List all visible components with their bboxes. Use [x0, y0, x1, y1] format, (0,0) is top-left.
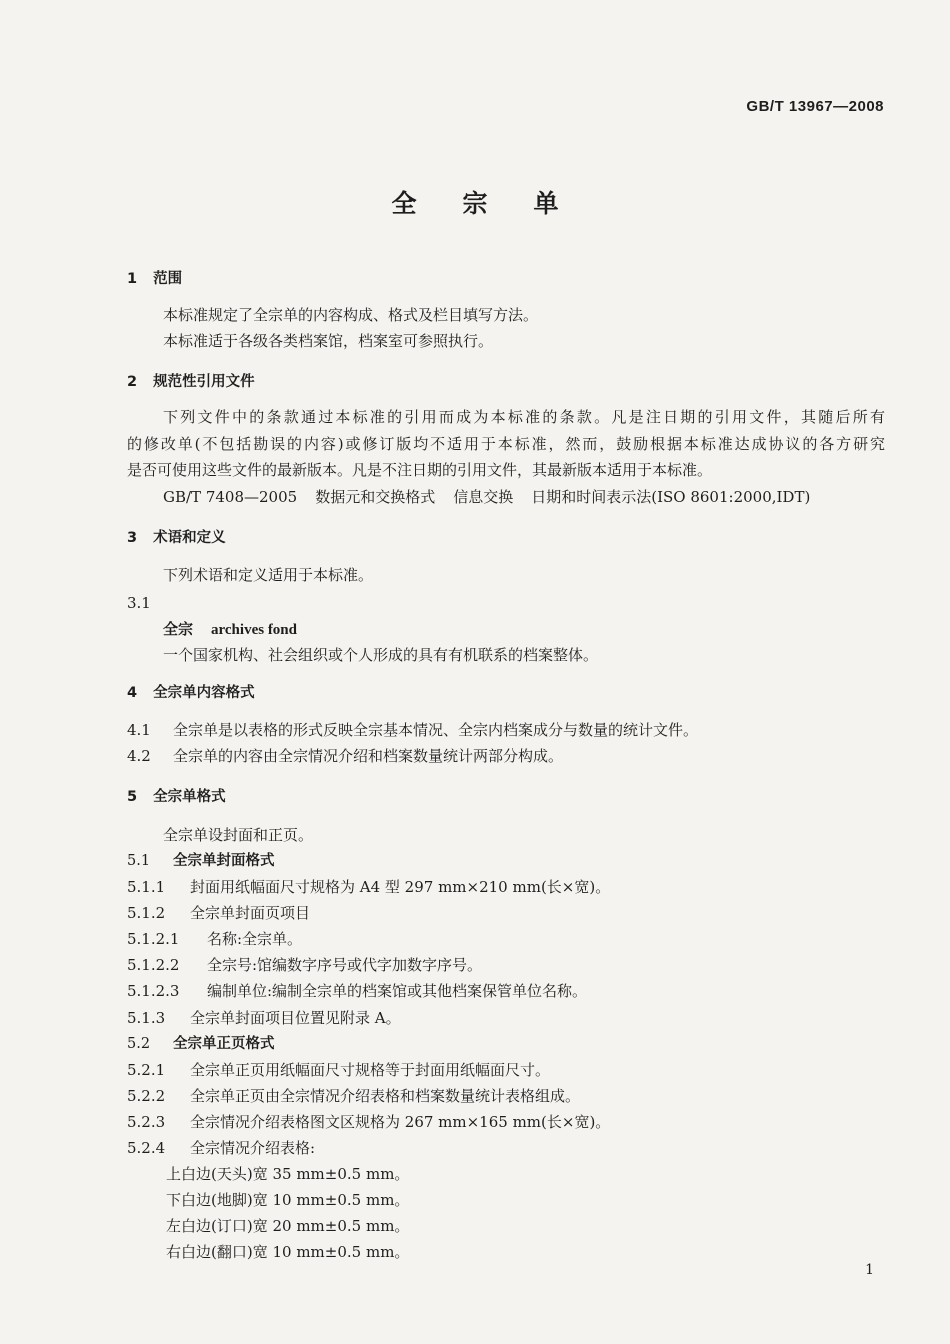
section-2-paragraph-line-2: 的修改单(不包括勘误的内容)或修订版均不适用于本标准，然而，鼓励根据本标准达成协议的各方研究	[127, 435, 885, 453]
page-title: 全宗单	[391, 189, 605, 218]
clause-5-1-1: 5.1.1 封面用纸幅面尺寸规格为 A4 型 297 mm×210 mm(长×宽)。	[127, 878, 611, 896]
clause-5-1: 5.1 全宗单封面格式	[127, 853, 275, 869]
section-2-paragraph-line-3: 是否可使用这些文件的最新版本。凡是不注日期的引用文件，其最新版本适用于本标准。	[127, 461, 713, 479]
section-4-heading: 4 全宗单内容格式	[127, 685, 255, 701]
clause-3-1-number: 3.1	[127, 594, 151, 612]
section-3-heading: 3 术语和定义	[127, 530, 226, 546]
clause-5-1-2-3: 5.1.2.3 编制单位:编制全宗单的档案馆或其他档案保管单位名称。	[127, 982, 588, 1000]
section-2-paragraph-line-1: 下列文件中的条款通过本标准的引用而成为本标准的条款。凡是注日期的引用文件，其随后所有	[163, 408, 885, 426]
clause-5-2-1: 5.2.1 全宗单正页用纸幅面尺寸规格等于封面用纸幅面尺寸。	[127, 1061, 551, 1079]
term-entry	[163, 619, 297, 640]
margin-right: 右白边(翻口)宽 10 mm±0.5 mm。	[166, 1243, 410, 1261]
clause-5-1-2: 5.1.2 全宗单封面页项目	[127, 904, 311, 922]
term-english: archives fond	[211, 622, 297, 638]
clause-5-2-3: 5.2.3 全宗情况介绍表格图文区规格为 267 mm×165 mm(长×宽)。	[127, 1113, 611, 1131]
reference-title-part-3: 日期和时间表示法(ISO 8601:2000,IDT)	[531, 488, 811, 506]
clause-5-1-2-2: 5.1.2.2 全宗号:馆编数字序号或代字加数字序号。	[127, 956, 483, 974]
margin-left: 左白边(订口)宽 20 mm±0.5 mm。	[166, 1217, 410, 1235]
margin-top: 上白边(天头)宽 35 mm±0.5 mm。	[166, 1165, 410, 1183]
reference-title-part-2: 信息交换	[453, 488, 514, 506]
clause-5-2-2: 5.2.2 全宗单正页由全宗情况介绍表格和档案数量统计表格组成。	[127, 1087, 581, 1105]
clause-4-2: 4.2 全宗单的内容由全宗情况介绍和档案数量统计两部分构成。	[127, 747, 564, 765]
section-2-heading: 2 规范性引用文件	[127, 374, 255, 390]
section-3-paragraph: 下列术语和定义适用于本标准。	[163, 566, 374, 584]
reference-code: GB/T 7408—2005	[163, 488, 298, 506]
clause-5-1-3: 5.1.3 全宗单封面项目位置见附录 A。	[127, 1009, 401, 1027]
clause-5-1-2-1: 5.1.2.1 名称:全宗单。	[127, 930, 303, 948]
section-1-heading: 1 范围	[127, 271, 183, 287]
section-1-paragraph-1: 本标准规定了全宗单的内容构成、格式及栏目填写方法。	[163, 306, 539, 324]
section-5-paragraph: 全宗单设封面和正页。	[163, 826, 314, 844]
clause-4-1: 4.1 全宗单是以表格的形式反映全宗基本情况、全宗内档案成分与数量的统计文件。	[127, 721, 699, 739]
normative-reference	[163, 487, 810, 507]
margin-bottom: 下白边(地脚)宽 10 mm±0.5 mm。	[166, 1191, 410, 1209]
clause-5-2: 5.2 全宗单正页格式	[127, 1036, 275, 1052]
page-number: 1	[865, 1262, 874, 1278]
section-5-heading: 5 全宗单格式	[127, 789, 226, 805]
term-chinese: 全宗	[163, 620, 194, 638]
standard-code: GB/T 13967—2008	[746, 98, 884, 115]
clause-5-2-4: 5.2.4 全宗情况介绍表格:	[127, 1139, 316, 1157]
term-definition: 一个国家机构、社会组织或个人形成的具有有机联系的档案整体。	[163, 646, 599, 664]
reference-title-part-1: 数据元和交换格式	[315, 488, 436, 506]
section-1-paragraph-2: 本标准适于各级各类档案馆，档案室可参照执行。	[163, 332, 494, 350]
